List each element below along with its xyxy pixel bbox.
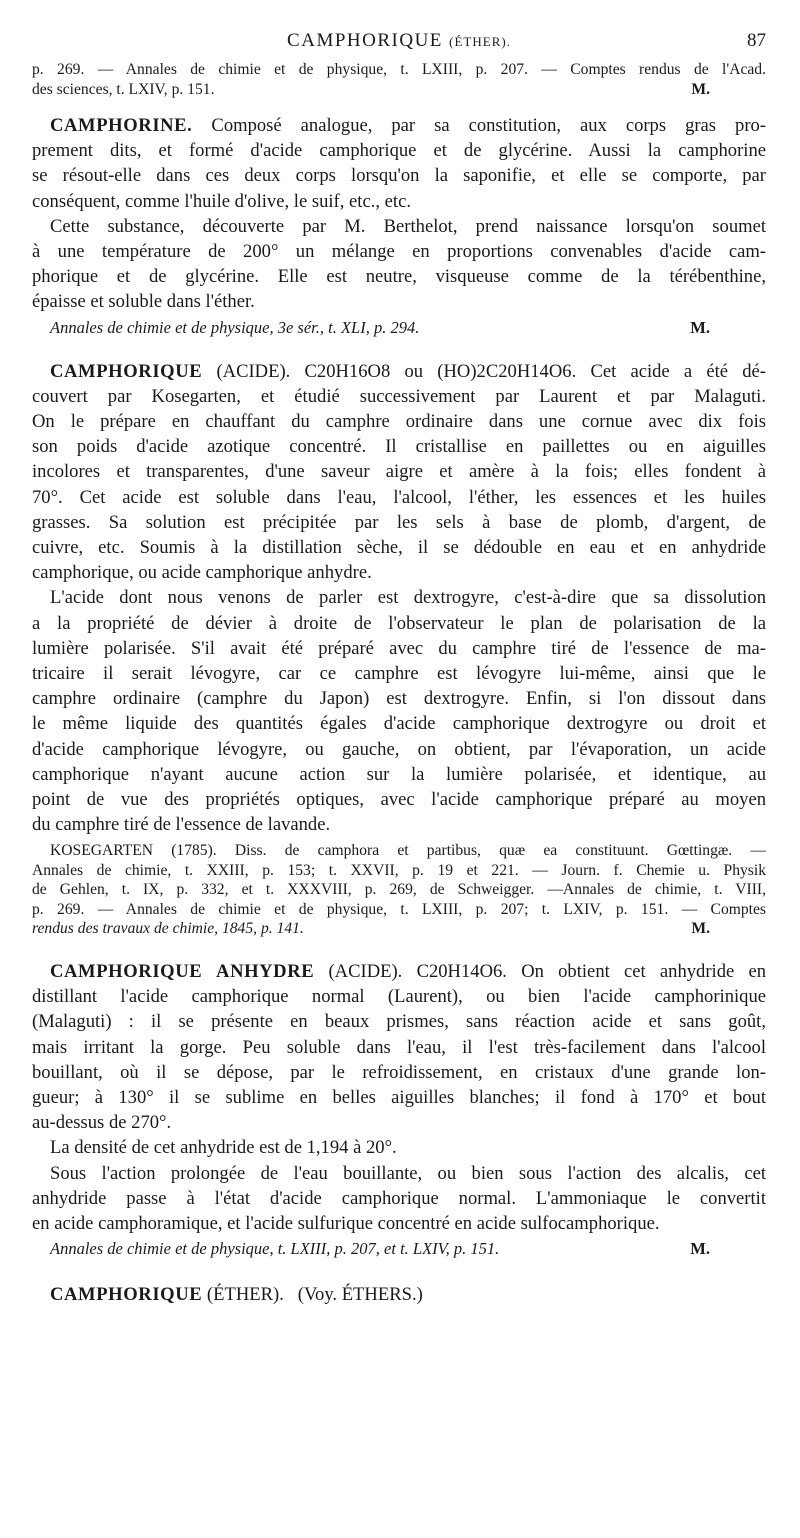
paragraph-line	[32, 113, 766, 138]
author-signature: M.	[690, 1239, 710, 1259]
reference-line: p. 269. — Annales de chimie et de physique, t. LXIII, p. 207; t. LXIV, p. 151. — Comptes	[32, 900, 766, 918]
paragraph-line: se résout-elle dans ces deux corps lorsqu'on la saponifie, et elle se comporte, par	[32, 165, 766, 187]
paragraph-line: grasses. Sa solution est précipitée par les sels à base de plomb, d'argent, de	[32, 511, 766, 533]
top-continuation	[32, 60, 766, 99]
page	[32, 18, 766, 1307]
paragraph-line: (Malaguti) : il se présente en beaux prismes, sans réaction acide et sans goût,	[32, 1011, 766, 1033]
paragraph-line: cuivre, etc. Soumis à la distillation sèche, il se dédouble en eau et en anhydride	[32, 537, 766, 559]
continuation-line-2	[32, 80, 766, 100]
page-number: 87	[747, 30, 766, 51]
reference-text: rendus des travaux de chimie, 1845, p. 141.	[32, 920, 304, 938]
paragraph-line: couvert par Kosegarten, et étudié successivement par Laurent et par Malaguti.	[32, 385, 766, 407]
paragraph-line: On le prépare en chauffant du camphre ordinaire dans une cornue avec dix fois	[32, 411, 766, 433]
reference-line: KOSEGARTEN (1785). Diss. de camphora et partibus, quæ ea constituunt. Gœttingæ. —	[50, 842, 766, 860]
bibliographic-reference	[32, 1238, 766, 1260]
chemical-formula: C20H14O6.	[416, 960, 507, 982]
entry-headword-paren: (ACIDE).	[328, 960, 403, 982]
author-signature: M.	[690, 317, 710, 337]
paragraph-line: à une température de 200° un mélange en proportions convenables d'acide cam-	[32, 241, 766, 263]
bibliographic-references	[32, 841, 766, 939]
continuation-line: p. 269. — Annales de chimie et de physique, t. LXIII, p. 207. — Comptes rendus de l'Acad.	[32, 61, 766, 78]
reference-text: Annales de chimie et de physique, 3e sér., t. XLI, p. 294.	[50, 317, 420, 337]
running-title-word: CAMPHORIQUE	[287, 30, 443, 51]
author-signature: M.	[691, 80, 710, 98]
bibliographic-reference	[32, 317, 766, 339]
entry-camphorique-ether	[32, 1282, 766, 1307]
entry-camphorique-acide	[32, 359, 766, 939]
paragraph-line: prement dits, et formé d'acide camphorique et de glycérine. Aussi la camphorine	[32, 140, 766, 162]
paragraph-line: Cette substance, découverte par M. Berthelot, prend naissance lorsqu'on soumet	[50, 215, 766, 237]
paragraph-text: Cet acide a été dé-	[590, 360, 766, 382]
paragraph-line: La densité de cet anhydride est de 1,194 à 20°.	[50, 1137, 397, 1159]
author-signature: M.	[691, 920, 710, 938]
entry-headword: CAMPHORIQUE	[50, 360, 203, 382]
paragraph-line: d'acide camphorique lévogyre, ou gauche, on obtient, par l'évaporation, un acide	[32, 738, 766, 760]
running-title-paren: (ÉTHER).	[449, 34, 511, 49]
paragraph-line: en acide camphoramique, et l'acide sulfurique concentré en acide sulfocamphorique.	[32, 1213, 660, 1235]
entry-headword-paren: (ÉTHER).	[206, 1284, 284, 1306]
paragraph-line: incolores et transparentes, d'une saveur aigre et amère à la fois; elles fondent à	[32, 461, 766, 483]
paragraph-line: phorique et de glycérine. Elle est neutre, visqueuse comme de la térébenthine,	[32, 266, 766, 288]
paragraph-line: L'acide dont nous venons de parler est dextrogyre, c'est-à-dire que sa dissolution	[50, 587, 766, 609]
entry-headword: CAMPHORIQUE ANHYDRE	[50, 960, 315, 982]
paragraph-line: du camphre tiré de l'essence de lavande.	[32, 814, 331, 836]
entry-headword-paren: (ACIDE).	[216, 360, 291, 382]
reference-text: Annales de chimie et de physique, t. LXIII, p. 207, et t. LXIV, p. 151.	[50, 1239, 500, 1259]
entry-camphorine	[32, 113, 766, 339]
reference-line: de Gehlen, t. IX, p. 332, et t. XXXVIII, p. 269, de Schweigger. —Annales de chimie, t. VIII,	[32, 881, 766, 899]
entry-camphorique-anhydre	[32, 959, 766, 1260]
paragraph-text: On obtient cet anhydride en	[521, 960, 767, 982]
paragraph-line: camphre ordinaire (camphre du Japon) est dextrogyre. Enfin, si l'on dissout dans	[32, 688, 766, 710]
cross-reference-link[interactable]: (Voy. ÉTHERS.)	[297, 1284, 423, 1306]
reference-line-last	[32, 919, 766, 939]
paragraph-text: Composé analogue, par sa constitution, aux corps gras pro-	[211, 115, 766, 136]
paragraph-line: point de vue des propriétés optiques, avec l'acide camphorique préparé au moyen	[32, 789, 766, 811]
chemical-formula: C20H16O8 ou (HO)2C20H14O6.	[304, 360, 577, 382]
paragraph-line: anhydride passe à l'état d'acide camphorique normal. L'ammoniaque le convertit	[32, 1187, 766, 1209]
paragraph-line: tricaire il serait lévogyre, car ce camphre est lévogyre lui-même, ainsi que le	[32, 663, 766, 685]
paragraph-line	[32, 959, 766, 984]
paragraph-line: Sous l'action prolongée de l'eau bouillante, ou bien sous l'action des alcalis, cet	[50, 1162, 766, 1184]
running-title	[32, 30, 766, 52]
paragraph-line: camphorique, ou acide camphorique anhydre.	[32, 562, 372, 584]
paragraph-line: le même liquide des quantités égales d'acide camphorique dextrogyre ou droit et	[32, 713, 766, 735]
paragraph-line: a la propriété de dévier à droite de l'observateur le plan de polarisation de la	[32, 612, 766, 634]
reference-line: Annales de chimie, t. XXIII, p. 153; t. XXVII, p. 19 et 221. — Journ. f. Chemie u. Physik	[32, 861, 766, 879]
paragraph-line: son poids d'acide azotique concentré. Il cristallise en paillettes ou en aiguilles	[32, 436, 766, 458]
paragraph-line: mais irritant la gorge. Peu soluble dans l'eau, il l'est très-facilement dans l'alcool	[32, 1036, 766, 1058]
paragraph-line	[32, 1282, 766, 1307]
paragraph-line: conséquent, comme l'huile d'olive, le suif, etc., etc.	[32, 190, 411, 212]
running-header	[32, 18, 766, 52]
paragraph-line: camphorique n'ayant aucune action sur la lumière polarisée, et identique, au	[32, 763, 766, 785]
paragraph-line: bouillant, où il se dépose, par le refroidissement, en cristaux d'une grande lon-	[32, 1061, 766, 1083]
paragraph-line: 70°. Cet acide est soluble dans l'eau, l'alcool, l'éther, les essences et les huiles	[32, 486, 766, 508]
paragraph-line: gueur; à 130° il se sublime en belles aiguilles blanches; il fond à 170° et bout	[32, 1087, 766, 1108]
paragraph-line: au-dessus de 270°.	[32, 1112, 172, 1134]
paragraph-line	[32, 359, 766, 384]
paragraph-line: lumière polarisée. S'il avait été préparé avec du camphre tiré de l'essence de ma-	[32, 637, 766, 659]
entry-headword: CAMPHORINE.	[50, 115, 193, 136]
paragraph-line: distillant l'acide camphorique normal (Laurent), ou bien l'acide camphorinique	[32, 986, 766, 1008]
entry-headword: CAMPHORIQUE	[50, 1284, 203, 1306]
continuation-line-text: des sciences, t. LXIV, p. 151.	[32, 80, 215, 98]
paragraph-line: épaisse et soluble dans l'éther.	[32, 291, 255, 313]
